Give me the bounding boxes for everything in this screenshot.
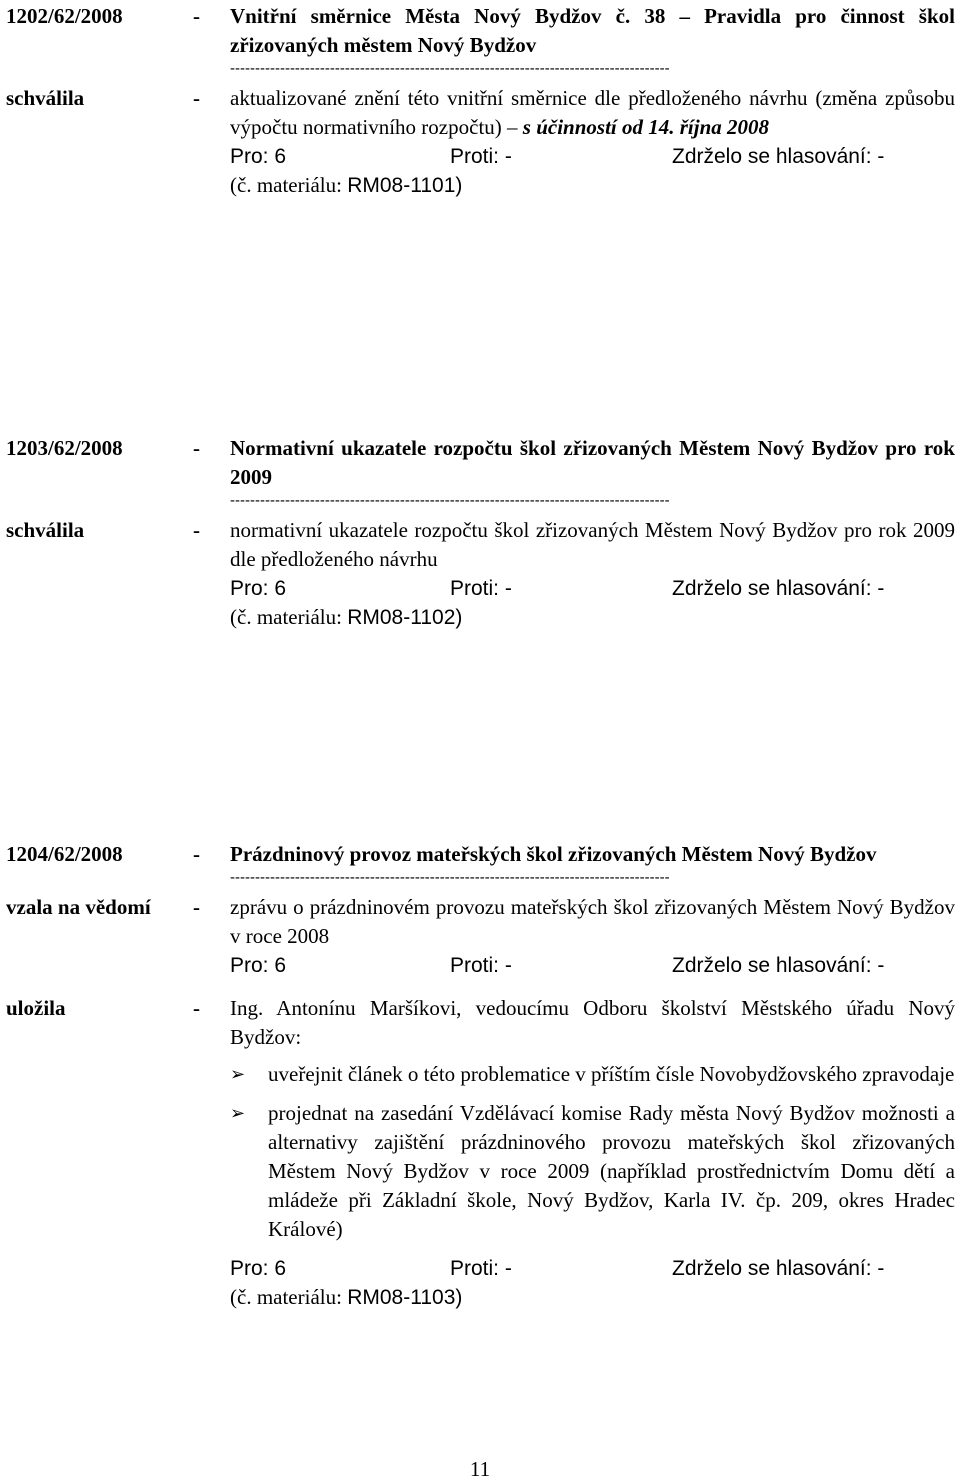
vote-proti: Proti: - — [450, 1257, 512, 1280]
material-prefix: (č. materiálu: — [230, 173, 348, 197]
action-text: zprávu o prázdninovém provozu mateřských škol zřizovaných Městem Nový Bydžov v roce 2008 — [230, 895, 955, 948]
task-text: projednat na zasedání Vzdělávací komise Rady města Nový Bydžov možnosti a alternativy zajištění prázdninového provozu mateřských škol zřizovaných Městem Nový Bydžov v roce 2009 (například prostřednictvím Domu dětí a mládeže při Základní škole, Nový Bydžov, Karla IV. čp. 209, okres Hradec Králové) — [268, 1101, 955, 1241]
material-ref — [230, 1283, 955, 1312]
resolution-number: 1203/62/2008 — [6, 436, 123, 460]
separator-line: ---------------------------------------------------------------------------------------- — [230, 492, 670, 509]
resolution-title: Prázdninový provoz mateřských škol zřizovaných Městem Nový Bydžov — [230, 842, 877, 866]
action-dash: - — [193, 996, 200, 1020]
vote-line — [230, 951, 955, 980]
resolution-title: Vnitřní směrnice Města Nový Bydžov č. 38 – Pravidla pro činnost škol zřizovaných městem Nový Bydžov — [230, 4, 955, 57]
action-body: aktualizované znění této vnitřní směrnice dle předloženého návrhu (změna způsobu výpočtu normativního rozpočtu) – — [230, 86, 955, 139]
resolution-1203 — [0, 434, 960, 632]
vote-pro: Pro: 6 — [230, 1257, 287, 1280]
resolution-1204 — [0, 840, 960, 1312]
material-ref — [230, 603, 955, 632]
separator-line: ---------------------------------------------------------------------------------------- — [230, 869, 670, 886]
arrow-bullet-icon: ➢ — [230, 1103, 246, 1124]
action-dash: - — [193, 895, 200, 919]
action-verb: schválila — [6, 86, 85, 110]
resolution-header — [0, 434, 960, 510]
vote-abstain: Zdrželo se hlasování: - — [672, 145, 885, 168]
action-dash: - — [193, 518, 200, 542]
material-prefix: (č. materiálu: — [230, 605, 348, 629]
action-text — [230, 84, 955, 142]
vote-abstain: Zdrželo se hlasování: - — [672, 577, 885, 600]
action-vzala-na-vedomi — [0, 893, 960, 980]
action-schvalila — [0, 84, 960, 200]
resolution-title: Normativní ukazatele rozpočtu škol zřizovaných Městem Nový Bydžov pro rok 2009 — [230, 436, 955, 489]
action-text: Ing. Antonínu Maršíkovi, vedoucímu Odboru školství Městského úřadu Nový Bydžov: — [230, 996, 955, 1049]
action-ulozila — [0, 994, 960, 1312]
action-verb: vzala na vědomí — [6, 895, 151, 919]
header-dash: - — [193, 436, 200, 460]
header-dash: - — [193, 842, 200, 866]
vote-line — [230, 1254, 955, 1283]
header-dash: - — [193, 4, 200, 28]
material-id: RM08-1102) — [347, 606, 463, 629]
effective-date: s účinností od 14. října 2008 — [522, 115, 770, 139]
resolution-number: 1202/62/2008 — [6, 4, 123, 28]
task-text: uveřejnit článek o této problematice v příštím čísle Novobydžovského zpravodaje — [268, 1062, 955, 1086]
vote-line — [230, 142, 955, 171]
vote-abstain: Zdrželo se hlasování: - — [672, 954, 885, 977]
list-item — [230, 1060, 955, 1089]
resolution-1202 — [0, 2, 960, 200]
separator-line: ---------------------------------------------------------------------------------------- — [230, 60, 670, 77]
vote-abstain: Zdrželo se hlasování: - — [672, 1257, 885, 1280]
arrow-bullet-icon: ➢ — [230, 1064, 246, 1085]
vote-pro: Pro: 6 — [230, 577, 287, 600]
material-id: RM08-1101) — [347, 174, 463, 197]
action-schvalila — [0, 516, 960, 632]
vote-proti: Proti: - — [450, 145, 512, 168]
material-ref — [230, 171, 955, 200]
action-dash: - — [193, 86, 200, 110]
resolution-number: 1204/62/2008 — [6, 842, 123, 866]
page-number: 11 — [469, 1457, 491, 1481]
action-text: normativní ukazatele rozpočtu škol zřizovaných Městem Nový Bydžov pro rok 2009 dle předloženého návrhu — [230, 518, 955, 571]
task-list — [230, 1060, 955, 1244]
vote-proti: Proti: - — [450, 577, 512, 600]
resolution-header — [0, 840, 960, 887]
material-prefix: (č. materiálu: — [230, 1285, 348, 1309]
list-item — [230, 1099, 955, 1244]
resolution-header — [0, 2, 960, 78]
material-id: RM08-1103) — [347, 1286, 463, 1309]
vote-proti: Proti: - — [450, 954, 512, 977]
action-verb: uložila — [6, 996, 66, 1020]
action-verb: schválila — [6, 518, 85, 542]
vote-pro: Pro: 6 — [230, 954, 287, 977]
vote-line — [230, 574, 955, 603]
vote-pro: Pro: 6 — [230, 145, 287, 168]
